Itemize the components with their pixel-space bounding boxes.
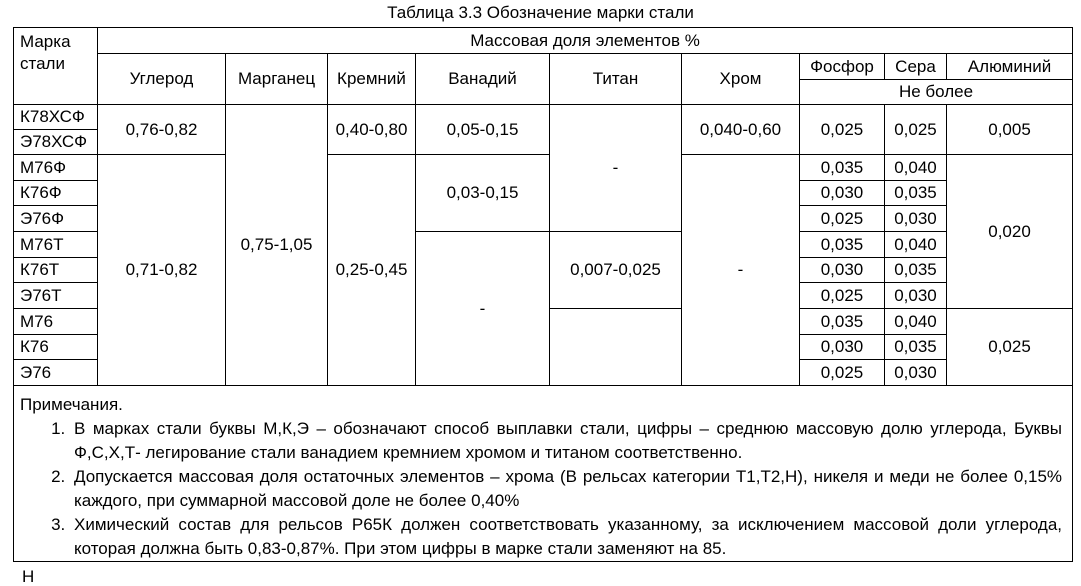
sulfur-cell: 0,035: [885, 181, 947, 206]
notes-list: [20, 417, 1062, 561]
header-titanium: Титан: [550, 54, 682, 105]
titanium-cell: 0,007-0,025: [550, 232, 682, 309]
carbon-cell: 0,76-0,82: [98, 105, 226, 155]
grade-cell: Э76Т: [14, 283, 98, 309]
header-not-more: Не более: [800, 80, 1073, 105]
phosphorus-cell: 0,035: [800, 232, 885, 258]
chromium-cell: -: [682, 155, 800, 386]
titanium-cell: -: [550, 105, 682, 232]
phosphorus-cell: 0,025: [800, 360, 885, 386]
sulfur-cell: 0,030: [885, 360, 947, 386]
silicon-cell: 0,40-0,80: [328, 105, 416, 155]
grade-cell: Э76Ф: [14, 206, 98, 232]
header-phosphorus: Фосфор: [800, 54, 885, 80]
header-chromium: Хром: [682, 54, 800, 105]
phosphorus-cell: 0,025: [800, 105, 885, 155]
grade-cell: М76Ф: [14, 155, 98, 181]
sulfur-cell: 0,040: [885, 309, 947, 335]
phosphorus-cell: 0,030: [800, 335, 885, 360]
grade-cell: Э78ХСФ: [14, 130, 98, 155]
steel-grade-table: [13, 27, 1073, 562]
grade-cell: К76Т: [14, 258, 98, 283]
grade-cell: К78ХСФ: [14, 105, 98, 130]
manganese-cell: 0,75-1,05: [226, 105, 328, 386]
vanadium-cell: 0,03-0,15: [416, 155, 550, 232]
vanadium-cell: 0,05-0,15: [416, 105, 550, 155]
cut-off-text: Н: [22, 567, 35, 586]
grade-cell: Э76: [14, 360, 98, 386]
note-item: 1. В марках стали буквы М,К,Э – обозначают способ выплавки стали, цифры – среднюю массовую долю углерода, Буквы Ф,С,Х,Т- легирование стали ванадием кремнием хромом и титаном соответственно.: [70, 417, 1062, 465]
sulfur-cell: 0,030: [885, 283, 947, 309]
grade-cell: М76: [14, 309, 98, 335]
sulfur-cell: 0,040: [885, 232, 947, 258]
sulfur-cell: 0,040: [885, 155, 947, 181]
header-mass-fraction: Массовая доля элементов %: [98, 28, 1073, 54]
grade-cell: К76Ф: [14, 181, 98, 206]
titanium-cell-empty: [550, 309, 682, 386]
sulfur-cell: 0,030: [885, 206, 947, 232]
header-sulfur: Сера: [885, 54, 947, 80]
aluminum-cell: 0,025: [947, 309, 1073, 386]
notes-title: Примечания.: [20, 395, 123, 414]
phosphorus-cell: 0,025: [800, 206, 885, 232]
aluminum-cell: 0,020: [947, 155, 1073, 309]
chromium-cell: 0,040-0,60: [682, 105, 800, 155]
phosphorus-cell: 0,035: [800, 155, 885, 181]
vanadium-cell: -: [416, 232, 550, 386]
phosphorus-cell: 0,030: [800, 181, 885, 206]
grade-cell: М76Т: [14, 232, 98, 258]
note-item: 3. Химический состав для рельсов Р65К должен соответствовать указанному, за исключением массовой доли углерода, которая должна быть 0,83-0,87%. При этом цифры в марке стали заменяют на 85.: [70, 513, 1062, 561]
header-carbon: Углерод: [98, 54, 226, 105]
carbon-cell: 0,71-0,82: [98, 155, 226, 386]
header-manganese: Марганец: [226, 54, 328, 105]
header-grade: Марка стали: [14, 28, 98, 105]
phosphorus-cell: 0,025: [800, 283, 885, 309]
sulfur-cell: 0,025: [885, 105, 947, 155]
aluminum-cell: 0,005: [947, 105, 1073, 155]
phosphorus-cell: 0,035: [800, 309, 885, 335]
sulfur-cell: 0,035: [885, 335, 947, 360]
silicon-cell: 0,25-0,45: [328, 155, 416, 386]
table-caption: Таблица 3.3 Обозначение марки стали: [387, 3, 694, 22]
notes-cell: [14, 386, 1073, 562]
header-vanadium: Ванадий: [416, 54, 550, 105]
grade-cell: К76: [14, 335, 98, 360]
sulfur-cell: 0,035: [885, 258, 947, 283]
header-silicon: Кремний: [328, 54, 416, 105]
header-aluminum: Алюминий: [947, 54, 1073, 80]
note-item: 2. Допускается массовая доля остаточных элементов – хрома (В рельсах категории Т1,Т2,Н), никеля и меди не более 0,15% каждого, при суммарной массовой доле не более 0,40%: [70, 465, 1062, 513]
phosphorus-cell: 0,030: [800, 258, 885, 283]
